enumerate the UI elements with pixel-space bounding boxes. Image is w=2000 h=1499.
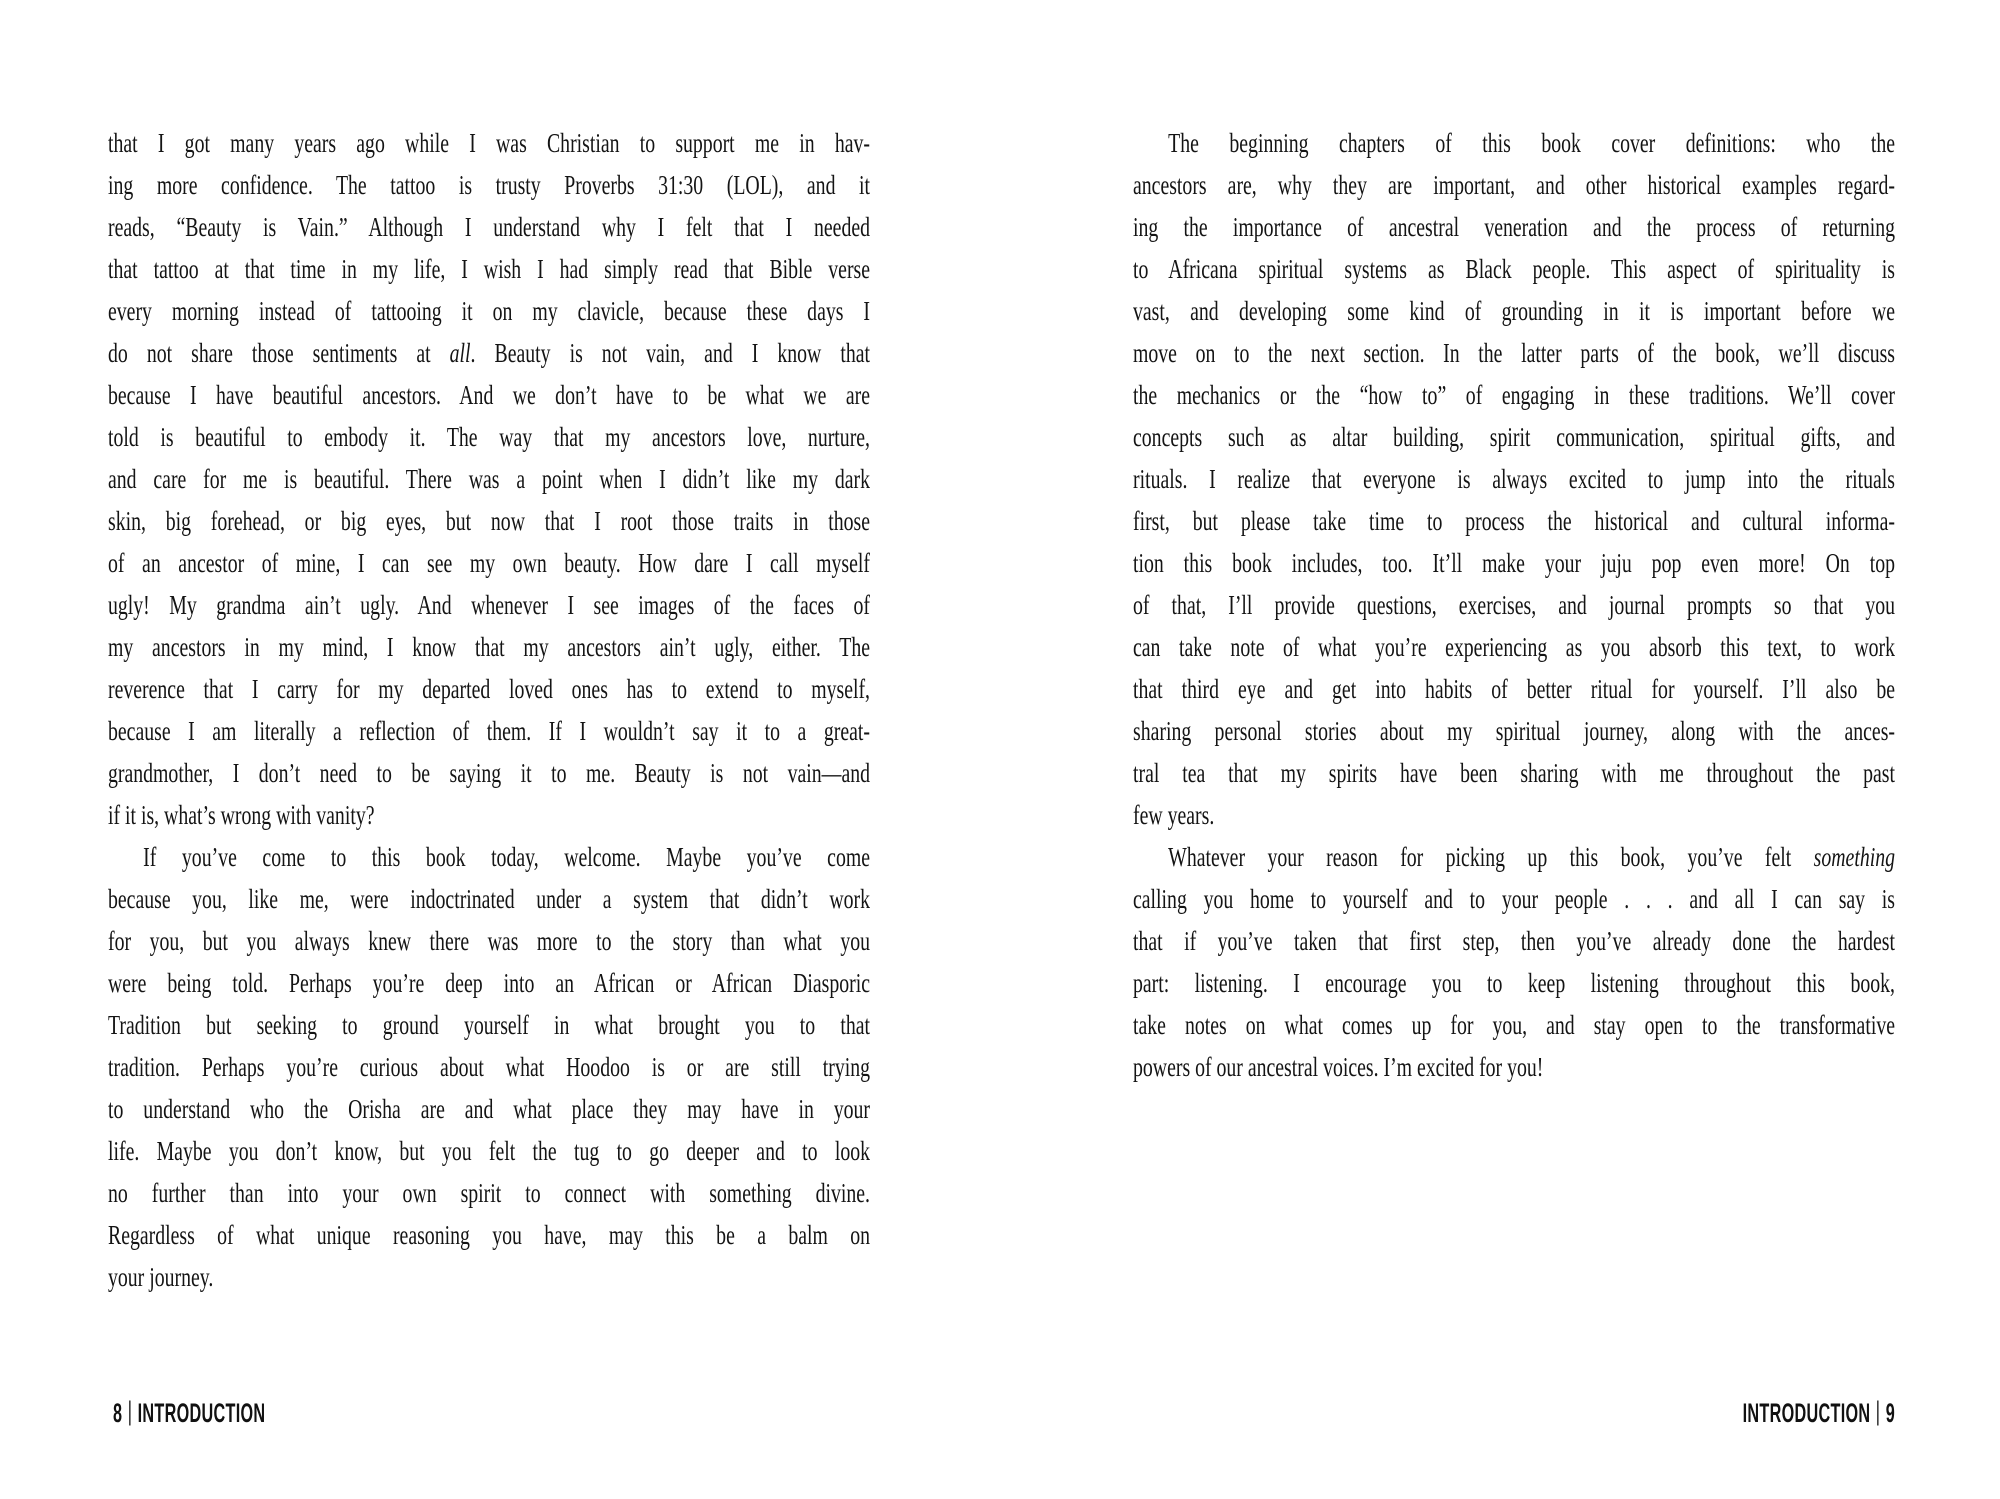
text-line: rituals. I realize that everyone is always excited to jump into the rituals (1133, 464, 1896, 494)
text-line: no further than into your own spirit to connect with something divine. (108, 1178, 871, 1208)
text-line: because I have beautiful ancestors. And we don’t have to be what we are (108, 380, 871, 410)
text-line: sharing personal stories about my spiritual journey, along with the ances- (1133, 716, 1896, 746)
paragraph (1133, 836, 2000, 1088)
text-line: every morning instead of tattooing it on my clavicle, because these days I (108, 296, 871, 326)
footer-divider: | (127, 1396, 133, 1426)
text-line: part: listening. I encourage you to keep listening throughout this book, (1133, 968, 1896, 998)
text-line: if it is, what’s wrong with vanity? (108, 800, 375, 830)
text-line: and care for me is beautiful. There was a point when I didn’t like my dark (108, 464, 871, 494)
text-line: of an ancestor of mine, I can see my own beauty. How dare I call myself (108, 548, 871, 578)
paragraph (108, 836, 1148, 1298)
right-footer-label: INTRODUCTION (1742, 1398, 1871, 1428)
left-page-number: 8 (113, 1398, 123, 1428)
text-line: can take note of what you’re experiencing as you absorb this text, to work (1133, 632, 1896, 662)
text-line: of that, I’ll provide questions, exercises, and journal prompts so that you (1133, 590, 1896, 620)
paragraph (108, 122, 1148, 836)
text-line: grandmother, I don’t need to be saying it to me. Beauty is not vain—and (108, 758, 871, 788)
text-line: skin, big forehead, or big eyes, but now that I root those traits in those (108, 506, 871, 536)
text-line: that third eye and get into habits of better ritual for yourself. I’ll also be (1133, 674, 1896, 704)
text-line: tradition. Perhaps you’re curious about what Hoodoo is or are still trying (108, 1052, 871, 1082)
text-line: Whatever your reason for picking up this book, you’ve felt something (1168, 842, 1896, 872)
text-line: for you, but you always knew there was more to the story than what you (108, 926, 871, 956)
text-line: few years. (1133, 800, 1215, 830)
text-line: Tradition but seeking to ground yourself in what brought you to that (108, 1010, 871, 1040)
text-line: reverence that I carry for my departed loved ones has to extend to myself, (108, 674, 871, 704)
left-page-text (108, 122, 1148, 1298)
text-line: life. Maybe you don’t know, but you felt the tug to go deeper and to look (108, 1136, 871, 1166)
text-line: the mechanics or the “how to” of engaging in these traditions. We’ll cover (1133, 380, 1896, 410)
text-line: Regardless of what unique reasoning you have, may this be a balm on (108, 1220, 871, 1250)
paragraph (1133, 122, 2000, 836)
text-line: to understand who the Orisha are and what place they may have in your (108, 1094, 871, 1124)
text-line: that if you’ve taken that first step, then you’ve already done the hardest (1133, 926, 1896, 956)
text-line: my ancestors in my mind, I know that my ancestors ain’t ugly, either. The (108, 632, 871, 662)
text-line: calling you home to yourself and to your people . . . and all I can say is (1133, 884, 1896, 914)
text-line: concepts such as altar building, spirit communication, spiritual gifts, and (1133, 422, 1896, 452)
right-running-footer (1742, 1396, 1895, 1428)
left-running-footer (113, 1396, 266, 1428)
text-line: your journey. (108, 1262, 214, 1292)
right-page-number: 9 (1885, 1398, 1895, 1428)
text-line: powers of our ancestral voices. I’m excited for you! (1133, 1052, 1544, 1082)
text-line: do not share those sentiments at all. Beauty is not vain, and I know that (108, 338, 871, 368)
text-line: ugly! My grandma ain’t ugly. And whenever I see images of the faces of (108, 590, 871, 620)
text-line: ancestors are, why they are important, and other historical examples regard- (1133, 170, 1896, 200)
text-line: first, but please take time to process the historical and cultural informa- (1133, 506, 1896, 536)
text-line: told is beautiful to embody it. The way that my ancestors love, nurture, (108, 422, 871, 452)
text-line: that tattoo at that time in my life, I wish I had simply read that Bible verse (108, 254, 871, 284)
text-line: vast, and developing some kind of grounding in it is important before we (1133, 296, 1896, 326)
text-line: because you, like me, were indoctrinated under a system that didn’t work (108, 884, 871, 914)
right-page-text (1133, 122, 2000, 1088)
text-line: ing more confidence. The tattoo is trusty Proverbs 31:30 (LOL), and it (108, 170, 871, 200)
text-line: that I got many years ago while I was Christian to support me in hav- (108, 128, 871, 158)
left-footer-label: INTRODUCTION (137, 1398, 266, 1428)
text-line: because I am literally a reflection of them. If I wouldn’t say it to a great- (108, 716, 871, 746)
text-line: The beginning chapters of this book cover definitions: who the (1168, 128, 1896, 158)
text-line: tion this book includes, too. It’ll make your juju pop even more! On top (1133, 548, 1896, 578)
text-line: reads, “Beauty is Vain.” Although I understand why I felt that I needed (108, 212, 871, 242)
text-line: ing the importance of ancestral veneration and the process of returning (1133, 212, 1896, 242)
text-line: take notes on what comes up for you, and stay open to the transformative (1133, 1010, 1896, 1040)
text-line: If you’ve come to this book today, welcome. Maybe you’ve come (143, 842, 871, 872)
footer-divider: | (1875, 1396, 1881, 1426)
text-line: were being told. Perhaps you’re deep into an African or African Diasporic (108, 968, 871, 998)
text-line: tral tea that my spirits have been sharing with me throughout the past (1133, 758, 1896, 788)
text-line: move on to the next section. In the latter parts of the book, we’ll discuss (1133, 338, 1896, 368)
text-line: to Africana spiritual systems as Black people. This aspect of spirituality is (1133, 254, 1896, 284)
